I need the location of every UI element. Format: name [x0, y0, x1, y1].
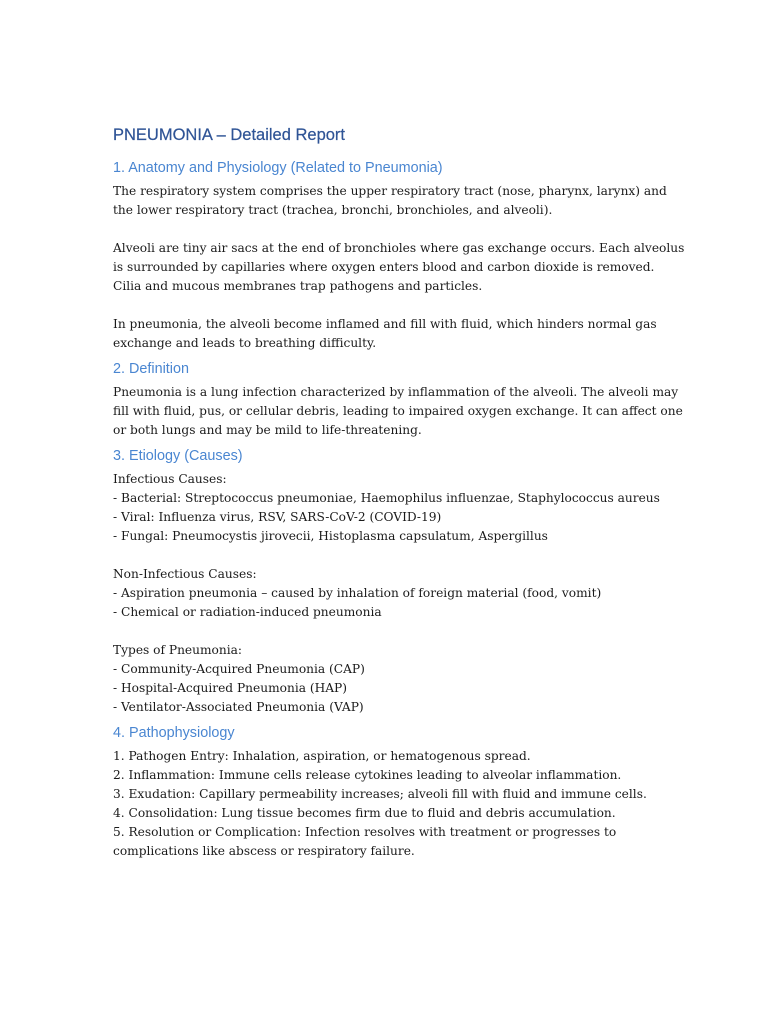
- text-line: Pneumonia is a lung infection characterized by inflammation of the alveoli. The alveoli may: [113, 385, 679, 399]
- paragraph: [113, 315, 657, 353]
- document-title: PNEUMONIA – Detailed Report: [113, 126, 346, 144]
- list-item: - Bacterial: Streptococcus pneumoniae, Haemophilus influenzae, Staphylococcus aureus: [113, 491, 660, 505]
- text-line: is surrounded by capillaries where oxygen enters blood and carbon dioxide is removed.: [113, 260, 655, 274]
- paragraph: [113, 239, 685, 296]
- paragraph: [113, 182, 667, 220]
- section-pathophysiology: [113, 724, 653, 861]
- section-definition: [113, 360, 683, 440]
- paragraph: [113, 641, 653, 717]
- text-line: Non-Infectious Causes:: [113, 567, 257, 581]
- list-item: 2. Inflammation: Immune cells release cytokines leading to alveolar inflammation.: [113, 768, 622, 782]
- list-item: 5. Resolution or Complication: Infection resolves with treatment or progresses to: [113, 825, 617, 839]
- list-item: - Hospital-Acquired Pneumonia (HAP): [113, 681, 348, 695]
- section-etiology: [113, 447, 660, 717]
- text-line: Alveoli are tiny air sacs at the end of bronchioles where gas exchange occurs. Each alveolus: [113, 241, 685, 255]
- section-heading: 2. Definition: [113, 361, 189, 377]
- text-line: complications like abscess or respiratory failure.: [113, 844, 415, 858]
- text-line: the lower respiratory tract (trachea, bronchi, bronchioles, and alveoli).: [113, 203, 553, 217]
- paragraph: [113, 747, 653, 861]
- paragraph: [113, 470, 660, 546]
- section-heading: 1. Anatomy and Physiology (Related to Pneumonia): [113, 160, 443, 176]
- paragraph: [113, 565, 653, 622]
- section-heading: 4. Pathophysiology: [113, 725, 235, 741]
- text-line: Types of Pneumonia:: [113, 643, 243, 657]
- document-body: [113, 124, 685, 861]
- text-line: or both lungs and may be mild to life-threatening.: [113, 423, 422, 437]
- text-line: exchange and leads to breathing difficulty.: [113, 336, 377, 350]
- list-item: - Viral: Influenza virus, RSV, SARS-CoV-2 (COVID-19): [113, 510, 442, 524]
- list-item: - Community-Acquired Pneumonia (CAP): [113, 662, 365, 676]
- text-line: Cilia and mucous membranes trap pathogens and particles.: [113, 279, 483, 293]
- list-item: 4. Consolidation: Lung tissue becomes firm due to fluid and debris accumulation.: [113, 806, 616, 820]
- text-line: Infectious Causes:: [113, 472, 227, 486]
- section-heading: 3. Etiology (Causes): [113, 448, 243, 464]
- text-line: In pneumonia, the alveoli become inflamed and fill with fluid, which hinders normal gas: [113, 317, 657, 331]
- list-item: - Chemical or radiation-induced pneumonia: [113, 605, 382, 619]
- list-item: - Ventilator-Associated Pneumonia (VAP): [113, 700, 364, 714]
- list-item: 1. Pathogen Entry: Inhalation, aspiration, or hematogenous spread.: [113, 749, 531, 763]
- list-item: 3. Exudation: Capillary permeability increases; alveoli fill with fluid and immune cells.: [113, 787, 647, 801]
- text-line: The respiratory system comprises the upper respiratory tract (nose, pharynx, larynx) and: [113, 184, 667, 198]
- paragraph: [113, 383, 683, 440]
- text-line: fill with fluid, pus, or cellular debris, leading to impaired oxygen exchange. It can affect one: [113, 404, 683, 418]
- list-item: - Fungal: Pneumocystis jirovecii, Histoplasma capsulatum, Aspergillus: [113, 529, 548, 543]
- list-item: - Aspiration pneumonia – caused by inhalation of foreign material (food, vomit): [113, 586, 602, 600]
- section-anatomy-physiology: [113, 159, 685, 353]
